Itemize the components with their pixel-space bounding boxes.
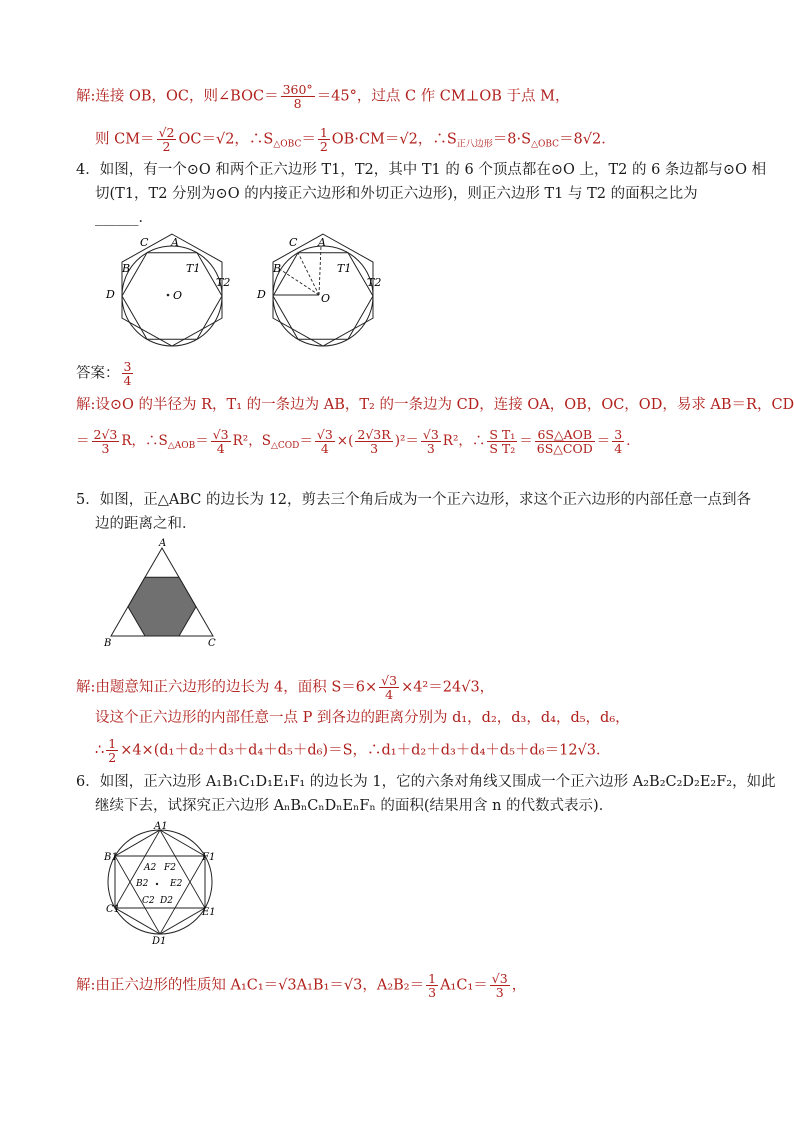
denominator: 2 [162, 139, 171, 154]
label-d: D [257, 288, 266, 301]
label-e1: E1 [202, 907, 216, 918]
segment-oa [319, 246, 321, 295]
q4-figure-left [100, 232, 250, 350]
q4-solution-line-1: 解:设⊙O 的半径为 R，T₁ 的一条边为 AB，T₂ 的一条边为 CD，连接 OA，OB，OC，OD，易求 AB＝R，CD [76, 397, 794, 413]
fraction [612, 428, 624, 455]
denominator: 8 [293, 96, 302, 111]
fraction [535, 428, 595, 455]
text: ＝ [195, 433, 209, 449]
label-b: B [104, 638, 112, 648]
denominator: 4 [320, 441, 329, 456]
center-point [167, 294, 170, 297]
numerator: √2 [158, 125, 175, 140]
text: ×4²＝24√3， [401, 679, 495, 696]
label-f2: F2 [164, 863, 176, 873]
text: ＝ [596, 433, 611, 449]
q5-solution-line-1 [76, 674, 494, 701]
subscript: △OBC [273, 139, 302, 150]
text: ＝45°，过点 C 作 CM⊥OB 于点 M， [316, 88, 570, 105]
subscript: △OBC [531, 139, 560, 150]
numerator: 360° [282, 82, 313, 97]
fraction [106, 737, 118, 764]
hexagon-t2 [122, 234, 222, 346]
q4-solution-line-2 [76, 428, 640, 456]
numerator: √3 [212, 427, 229, 442]
denominator: 4 [123, 373, 132, 388]
subscript: 正八边形 [456, 139, 493, 150]
denominator: 4 [614, 441, 623, 456]
circle-o [122, 246, 222, 346]
label-b: B [122, 262, 131, 275]
q4-stem-line-1: 4．如图，有一个⊙O 和两个正六边形 T1，T2，其中 T1 的 6 个顶点都在⊙O 上，T2 的 6 条边都与⊙O 相 [76, 162, 767, 178]
label-c: C [140, 236, 149, 249]
text: R²，S [232, 433, 271, 449]
q4-stem-line-2: 切(T1，T2 分别为⊙O 的内接正六边形和外切正六边形)，则正六边形 T1 与 T2 的面积之比为 [95, 186, 698, 202]
segment-ob [281, 270, 319, 295]
text: ＝ [301, 131, 316, 148]
label-d1: D1 [152, 936, 167, 947]
text: 解:由题意知正六边形的边长为 4，面积 S＝6× [76, 679, 378, 696]
label-a: A [318, 236, 326, 249]
text: ×4×(d₁＋d₂＋d₃＋d₄＋d₅＋d₆)＝S，∴d₁＋d₂＋d₃＋d₄＋d₅＋d₆＝12√3． [120, 742, 611, 759]
answer-label: 答案： [76, 365, 120, 382]
label-t2: T2 [216, 276, 231, 289]
fraction [490, 972, 510, 999]
label-o: O [173, 289, 183, 302]
denominator: S T₂ [489, 441, 516, 456]
subscript: △AOB [167, 441, 196, 451]
denominator: 2 [319, 139, 328, 154]
label-d: D [106, 288, 115, 301]
q6-solution-line-1 [76, 972, 526, 999]
subscript: △COD [270, 441, 300, 451]
numerator: 6S△AOB [535, 428, 595, 442]
numerator: 3 [123, 359, 132, 374]
fraction [487, 428, 517, 455]
q5-stem-line-2: 边的距离之和． [95, 516, 197, 532]
denominator: 4 [216, 441, 225, 456]
text: OC＝√2，∴S [178, 131, 274, 148]
text: ∴ [95, 742, 105, 759]
label-c2: C2 [142, 896, 155, 906]
denominator: 3 [426, 441, 435, 456]
q5-stem-line-1: 5．如图，正△ABC 的边长为 12，剪去三个角后成为一个正六边形，求这个正六边形的内部任意一点到各 [76, 492, 752, 508]
numerator: 2√3R [357, 427, 391, 442]
outer-circle [108, 830, 212, 934]
numerator: 2√3 [93, 427, 118, 442]
q4-figure-right [255, 232, 405, 350]
denominator: 3 [495, 985, 504, 1000]
denominator: 6S△COD [536, 441, 593, 456]
q6-stem-line-2: 继续下去，试探究正六边形 AₙBₙCₙDₙEₙFₙ 的面积(结果用含 n 的代数式表示)． [95, 798, 614, 814]
text: OB·CM＝√2，∴S [331, 131, 457, 148]
numerator: 3 [614, 427, 623, 442]
fraction [92, 428, 120, 455]
fraction [426, 972, 438, 999]
numerator: √3 [491, 971, 508, 986]
text: )²＝ [394, 433, 419, 449]
label-d2: D2 [160, 896, 173, 906]
label-b2: B2 [136, 879, 149, 889]
label-o: O [321, 292, 331, 305]
text: ＝8·S [492, 131, 532, 148]
label-t1: T1 [337, 262, 352, 275]
denominator: 3 [370, 441, 379, 456]
denominator: 2 [108, 750, 117, 765]
label-a: A [171, 236, 179, 249]
hexagon-t2 [273, 234, 373, 346]
label-b1: B1 [104, 852, 118, 863]
fraction [157, 126, 177, 153]
q6-stem-line-1: 6．如图，正六边形 A₁B₁C₁D₁E₁F₁ 的边长为 1，它的六条对角线又围成一个正六边形 A₂B₂C₂D₂E₂F₂，如此 [76, 774, 776, 790]
text: 则 CM＝ [95, 131, 155, 148]
label-c: C [208, 638, 216, 648]
q5-solution-line-3 [95, 737, 611, 764]
numerator: 1 [108, 736, 117, 751]
label-a2: A2 [144, 863, 157, 873]
denominator: 3 [428, 985, 437, 1000]
fraction [211, 428, 231, 455]
text: ＝ [519, 433, 533, 449]
label-c: C [289, 236, 298, 249]
text: ， [511, 977, 527, 994]
q6-figure [100, 820, 225, 948]
numerator: √3 [316, 427, 333, 442]
q4-answer [76, 360, 135, 387]
numerator: S T₁ [489, 427, 516, 442]
label-t1: T1 [186, 262, 201, 275]
text: R，∴S [121, 433, 168, 449]
shaded-hexagon [128, 577, 196, 636]
text: ＝ [299, 433, 313, 449]
label-f1: F1 [202, 852, 216, 863]
denominator: 4 [385, 687, 394, 702]
q3-solution-line-1 [76, 83, 570, 110]
numerator: √3 [422, 427, 439, 442]
fraction [318, 126, 330, 153]
label-c1: C1 [106, 904, 121, 915]
answer-fraction [122, 360, 134, 387]
text: ＝8√2． [559, 131, 616, 148]
hexagon-1 [115, 830, 205, 934]
text: ×( [336, 433, 354, 449]
text: 解:由正六边形的性质知 A₁C₁＝√3A₁B₁＝√3，A₂B₂＝ [76, 977, 425, 994]
text: ． [626, 433, 640, 449]
label-a1: A1 [154, 821, 168, 832]
text: 解:连接 OB，OC，则∠BOC＝ [76, 88, 279, 105]
numerator: √3 [381, 673, 398, 688]
label-b: B [273, 262, 282, 275]
diagonal-triangle-2 [115, 856, 205, 934]
q4-stem-line-3: ______． [95, 210, 153, 226]
text: ＝ [76, 433, 90, 449]
label-a: A [159, 538, 167, 549]
q5-figure [100, 536, 225, 648]
numerator: 1 [319, 125, 328, 140]
segment-oc [298, 253, 319, 295]
q5-solution-line-2: 设这个正六边形的内部任意一点 P 到各边的距离分别为 d₁，d₂，d₃，d₄，d₅，d₆， [95, 710, 630, 726]
fraction [421, 428, 441, 455]
center-point [156, 883, 158, 885]
denominator: 3 [101, 441, 110, 456]
fraction [281, 83, 315, 110]
fraction [315, 428, 335, 455]
text: A₁C₁＝ [440, 977, 488, 994]
q3-solution-line-2 [95, 126, 616, 155]
fraction [379, 674, 399, 701]
label-e2: E2 [170, 879, 183, 889]
label-t2: T2 [367, 276, 382, 289]
text: R²，∴ [442, 433, 486, 449]
numerator: 1 [428, 971, 437, 986]
fraction [355, 428, 392, 455]
